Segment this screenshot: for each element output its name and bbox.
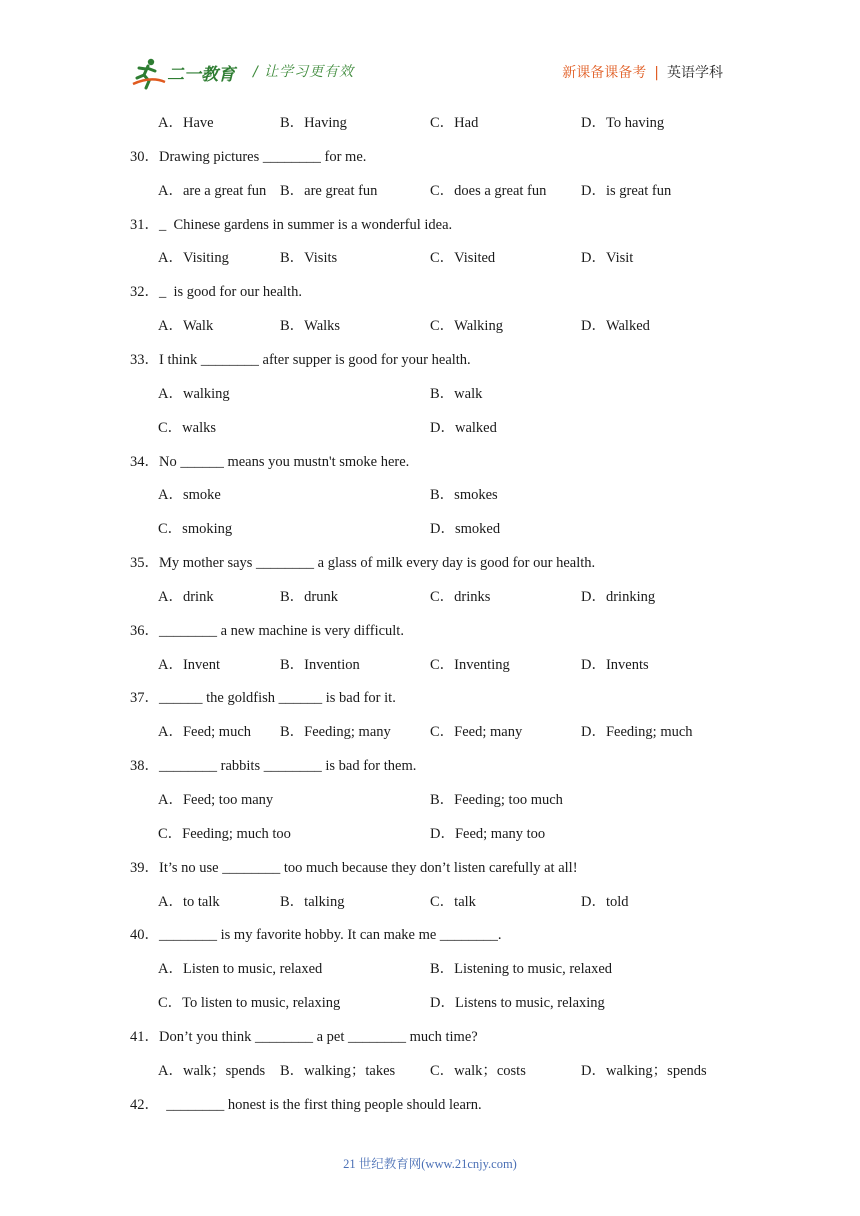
answer-option: C．Inventing [430, 657, 510, 673]
answer-option: A．Feed; too many [158, 792, 274, 808]
logo [131, 56, 243, 90]
answer-option: D．is great fun [581, 183, 672, 199]
question-text: 31．_ Chinese gardens in summer is a wonderful idea. [130, 217, 453, 233]
answer-option: C．drinks [430, 589, 491, 605]
answer-option: A．walk；spends [158, 1063, 266, 1079]
header-right [562, 62, 723, 82]
answer-option: A．Walk [158, 318, 214, 334]
answer-option: B．Feeding; many [280, 724, 391, 740]
answer-option: A．walking [158, 386, 230, 402]
answer-option: C．walk；costs [430, 1063, 526, 1079]
answer-option: A．drink [158, 589, 214, 605]
answer-option: B．walk [430, 386, 483, 402]
answer-option: C．Visited [430, 250, 496, 266]
answer-option: C．walks [158, 420, 216, 436]
answer-option: A．Listen to music, relaxed [158, 961, 323, 977]
answer-option: D．Listens to music, relaxing [430, 995, 605, 1011]
answer-option: C．Feeding; much too [158, 826, 291, 842]
question-text: 38．________ rabbits ________ is bad for them. [130, 758, 417, 774]
question-text: 30．Drawing pictures ________ for me. [130, 149, 367, 165]
answer-option: B．Invention [280, 657, 360, 673]
answer-option: A．smoke [158, 487, 221, 503]
question-text: 41．Don’t you think ________ a pet ________ much time? [130, 1029, 478, 1045]
question-text: 34．No ______ means you mustn't smoke here. [130, 454, 410, 470]
answer-option: B．walking；takes [280, 1063, 396, 1079]
footer: 21 世纪教育网(www.21cnjy.com) [343, 1157, 517, 1171]
answer-option: A．to talk [158, 894, 220, 910]
answer-option: C．Had [430, 115, 479, 131]
question-text: 42． ________ honest is the first thing people should learn. [130, 1097, 482, 1113]
answer-option: B．drunk [280, 589, 338, 605]
answer-option: B．Visits [280, 250, 338, 266]
answer-option: A．Feed; much [158, 724, 252, 740]
answer-option: B．talking [280, 894, 345, 910]
answer-option: D．walking；spends [581, 1063, 707, 1079]
answer-option: D．Feeding; much [581, 724, 693, 740]
question-text: 39．It’s no use ________ too much because they don’t listen carefully at all! [130, 860, 578, 876]
header-label: 新课备课备考 [562, 65, 647, 81]
svg-text:二一教育: 二一教育 [167, 65, 235, 85]
question-text: 37．______ the goldfish ______ is bad for it. [130, 690, 396, 706]
answer-option: C．To listen to music, relaxing [158, 995, 341, 1011]
question-text: 32．_ is good for our health. [130, 284, 302, 300]
question-text: 35．My mother says ________ a glass of milk every day is good for our health. [130, 555, 596, 571]
answer-option: B．Listening to music, relaxed [430, 961, 613, 977]
question-text: 33．I think ________ after supper is good for your health. [130, 352, 471, 368]
answer-option: D．Visit [581, 250, 634, 266]
answer-option: D．Feed; many too [430, 826, 546, 842]
answer-option: C．Walking [430, 318, 503, 334]
answer-option: B．Feeding; too much [430, 792, 563, 808]
answer-option: D．drinking [581, 589, 656, 605]
answer-option: D．Invents [581, 657, 649, 673]
answer-option: D．Walked [581, 318, 650, 334]
question-text: 36．________ a new machine is very difficult. [130, 623, 404, 639]
question-text: 40．________ is my favorite hobby. It can make me ________. [130, 927, 502, 943]
answer-option: A．Invent [158, 657, 221, 673]
answer-option: C．does a great fun [430, 183, 547, 199]
slogan: / 让学习更有效 [253, 64, 355, 80]
answer-option: B．are great fun [280, 183, 378, 199]
answer-option: D．told [581, 894, 629, 910]
answer-option: D．walked [430, 420, 497, 436]
answer-option: B．Walks [280, 318, 341, 334]
answer-option: A．Visiting [158, 250, 229, 266]
page-header [0, 0, 860, 100]
answer-option: B．Having [280, 115, 347, 131]
answer-option: C．talk [430, 894, 476, 910]
answer-option: A．are a great fun [158, 183, 267, 199]
answer-option: A．Have [158, 115, 214, 131]
answer-option: C．Feed; many [430, 724, 523, 740]
answer-option: D．To having [581, 115, 665, 131]
header-separator: | [654, 65, 659, 81]
answer-option: B．smokes [430, 487, 498, 503]
answer-option: D．smoked [430, 521, 501, 537]
subject-label: 英语学科 [667, 65, 723, 81]
answer-option: C．smoking [158, 521, 233, 537]
